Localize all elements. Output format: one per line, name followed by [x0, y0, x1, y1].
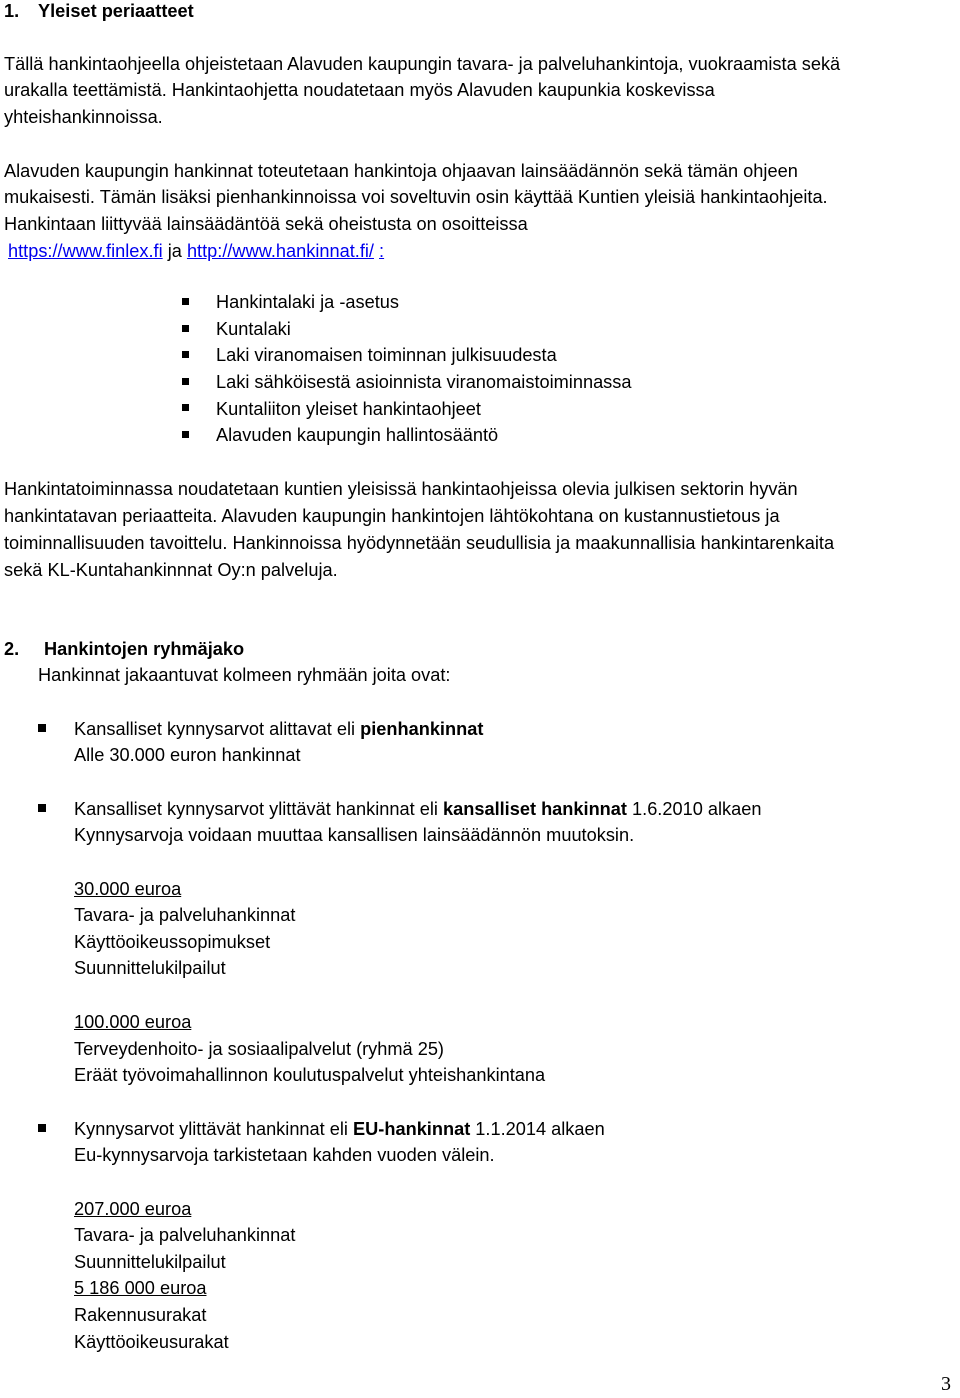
threshold-item: Suunnittelukilpailut — [74, 958, 226, 978]
threshold-item: Tavara- ja palveluhankinnat — [74, 905, 296, 925]
list-item: Kuntaliiton yleiset hankintaohjeet — [216, 399, 481, 419]
paragraph-line: urakalla teettämistä. Hankintaohjetta noudatetaan myös Alavuden kaupunkia koskevissa — [4, 80, 715, 100]
paragraph-line: yhteishankinnoissa. — [4, 107, 163, 127]
list-item: Kuntalaki — [216, 319, 291, 339]
section-1-number: 1. — [4, 1, 20, 21]
paragraph-line: sekä KL-Kuntahankinnnat Oy:n palveluja. — [4, 560, 338, 580]
section-2-number: 2. — [4, 639, 20, 659]
square-bullet-icon — [38, 724, 46, 732]
square-bullet-icon — [182, 378, 189, 385]
hankinnat-link[interactable]: http://www.hankinnat.fi/ — [186, 241, 374, 261]
group-2-subtext: Kynnysarvoja voidaan muuttaa kansallisen lainsäädännön muutoksin. — [74, 825, 635, 845]
paragraph-line: toiminnallisuuden tavoittelu. Hankinnoissa hyödynnetään seudullisia ja maakunnallisia hankintarenkaita — [4, 533, 835, 553]
paragraph-line: Hankintaan liittyvää lainsäädäntöä sekä oheistusta on osoitteissa — [4, 214, 528, 234]
threshold-amount: 207.000 euroa — [74, 1199, 192, 1219]
group-3-bold: EU-hankinnat — [353, 1119, 471, 1139]
threshold-item: Suunnittelukilpailut — [74, 1252, 226, 1272]
links-separator: ja — [167, 241, 182, 261]
threshold-amount: 30.000 euroa — [74, 879, 182, 899]
paragraph-line: Hankintatoiminnassa noudatetaan kuntien yleisissä hankintaohjeissa olevia julkisen sektorin hyvän — [4, 479, 798, 499]
group-3-subtext: Eu-kynnysarvoja tarkistetaan kahden vuoden välein. — [74, 1145, 495, 1165]
page-number: 3 — [941, 1373, 951, 1395]
threshold-amount: 100.000 euroa — [74, 1012, 192, 1032]
group-1-heading: Kansalliset kynnysarvot alittavat eli pienhankinnat — [74, 719, 484, 739]
threshold-item: Rakennusurakat — [74, 1305, 207, 1325]
square-bullet-icon — [182, 298, 189, 305]
threshold-item: Eräät työvoimahallinnon koulutuspalvelut yhteishankintana — [74, 1065, 546, 1085]
paragraph-line: Tällä hankintaohjeella ohjeistetaan Alavuden kaupungin tavara- ja palveluhankintoja, vuokraamista sekä — [4, 54, 841, 74]
square-bullet-icon — [38, 1124, 46, 1132]
square-bullet-icon — [182, 431, 189, 438]
section-1-title: Yleiset periaatteet — [38, 1, 194, 21]
group-1-subtext: Alle 30.000 euron hankinnat — [74, 745, 301, 765]
list-item: Laki viranomaisen toiminnan julkisuudesta — [216, 345, 557, 365]
list-item: Hankintalaki ja -asetus — [216, 292, 399, 312]
square-bullet-icon — [182, 351, 189, 358]
paragraph-line: mukaisesti. Tämän lisäksi pienhankinnoissa voi soveltuvin osin käyttää Kuntien yleisiä hankintaohjeita. — [4, 187, 828, 207]
group-3-heading: Kynnysarvot ylittävät hankinnat eli EU-hankinnat 1.1.2014 alkaen — [74, 1119, 605, 1139]
group-1-bold: pienhankinnat — [360, 719, 484, 739]
threshold-item: Käyttöoikeussopimukset — [74, 932, 271, 952]
threshold-item: Terveydenhoito- ja sosiaalipalvelut (ryhmä 25) — [74, 1039, 444, 1059]
square-bullet-icon — [182, 325, 189, 332]
group-2-bold: kansalliset hankinnat — [443, 799, 627, 819]
threshold-item: Tavara- ja palveluhankinnat — [74, 1225, 296, 1245]
list-item: Alavuden kaupungin hallintosääntö — [216, 425, 499, 445]
links-line — [8, 238, 384, 265]
paragraph-line: Alavuden kaupungin hankinnat toteutetaan hankintoja ohjaavan lainsäädännön sekä tämän ohjeen — [4, 161, 798, 181]
threshold-item: Käyttöoikeusurakat — [74, 1332, 229, 1352]
square-bullet-icon — [182, 404, 189, 411]
finlex-link[interactable]: https://www.finlex.fi — [8, 241, 163, 261]
section-2-title: Hankintojen ryhmäjako — [44, 639, 245, 659]
list-item: Laki sähköisestä asioinnista viranomaistoiminnassa — [216, 372, 632, 392]
paragraph-line: hankintatavan periaatteita. Alavuden kaupungin hankintojen lähtökohtana on kustannustietous ja — [4, 506, 780, 526]
square-bullet-icon — [38, 804, 46, 812]
group-2-heading: Kansalliset kynnysarvot ylittävät hankinnat eli kansalliset hankinnat 1.6.2010 alkaen — [74, 799, 762, 819]
threshold-amount: 5 186 000 euroa — [74, 1278, 207, 1298]
section-2-intro: Hankinnat jakaantuvat kolmeen ryhmään joita ovat: — [38, 665, 451, 685]
links-tail: : — [379, 241, 385, 261]
